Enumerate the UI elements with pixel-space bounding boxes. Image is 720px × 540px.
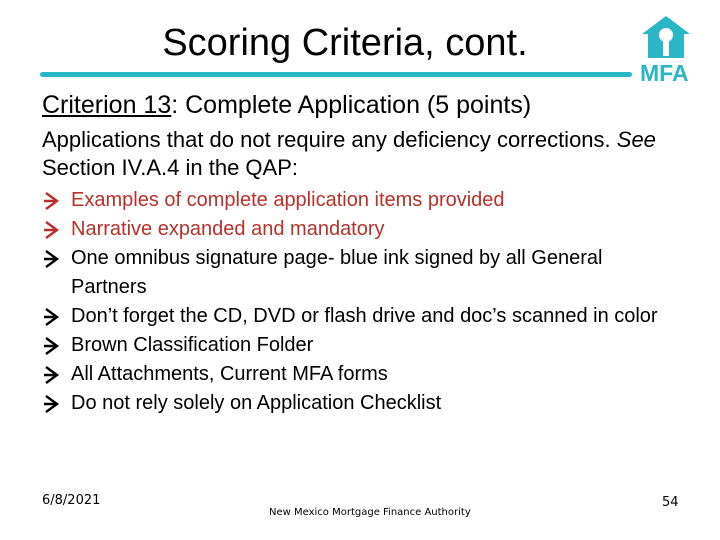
criterion-description: : Complete Application (5 points)	[171, 91, 532, 119]
bullet-item	[42, 302, 682, 331]
criterion-heading	[42, 90, 531, 120]
bullet-text: One omnibus signature page- blue ink signed by all General Partners	[71, 247, 603, 298]
bullet-text: All Attachments, Current MFA forms	[71, 363, 388, 385]
intro-see: See	[616, 127, 656, 152]
bullet-item	[42, 331, 682, 360]
intro-reference: Section IV.A.4 in the QAP:	[42, 155, 299, 180]
page-number: 54	[662, 495, 679, 510]
bullet-text: Brown Classification Folder	[71, 334, 314, 356]
mfa-logo-text: MFA	[640, 60, 689, 86]
intro-text: Applications that do not require any deficiency corrections.	[42, 127, 617, 152]
footer-organization: New Mexico Mortgage Finance Authority	[269, 507, 471, 518]
arrow-bullet-icon	[42, 360, 64, 389]
bullet-text: Examples of complete application items provided	[71, 189, 505, 211]
title-divider	[40, 72, 632, 77]
arrow-bullet-icon	[42, 302, 64, 331]
arrow-bullet-icon	[42, 244, 64, 273]
arrow-bullet-icon	[42, 389, 64, 418]
footer-date: 6/8/2021	[42, 493, 101, 508]
bullet-item	[42, 244, 682, 302]
intro-paragraph	[42, 126, 682, 182]
bullet-text: Do not rely solely on Application Checklist	[71, 392, 442, 414]
bullet-item	[42, 389, 682, 418]
arrow-bullet-icon	[42, 186, 64, 215]
bullet-text: Don’t forget the CD, DVD or flash drive and doc’s scanned in color	[71, 305, 658, 327]
bullet-list	[42, 186, 682, 418]
slide-title: Scoring Criteria, cont.	[162, 22, 528, 64]
arrow-bullet-icon	[42, 215, 64, 244]
bullet-item	[42, 360, 682, 389]
bullet-item	[42, 186, 682, 215]
bullet-item	[42, 215, 682, 244]
criterion-label: Criterion 13	[42, 91, 172, 119]
arrow-bullet-icon	[42, 331, 64, 360]
bullet-text: Narrative expanded and mandatory	[71, 218, 385, 240]
